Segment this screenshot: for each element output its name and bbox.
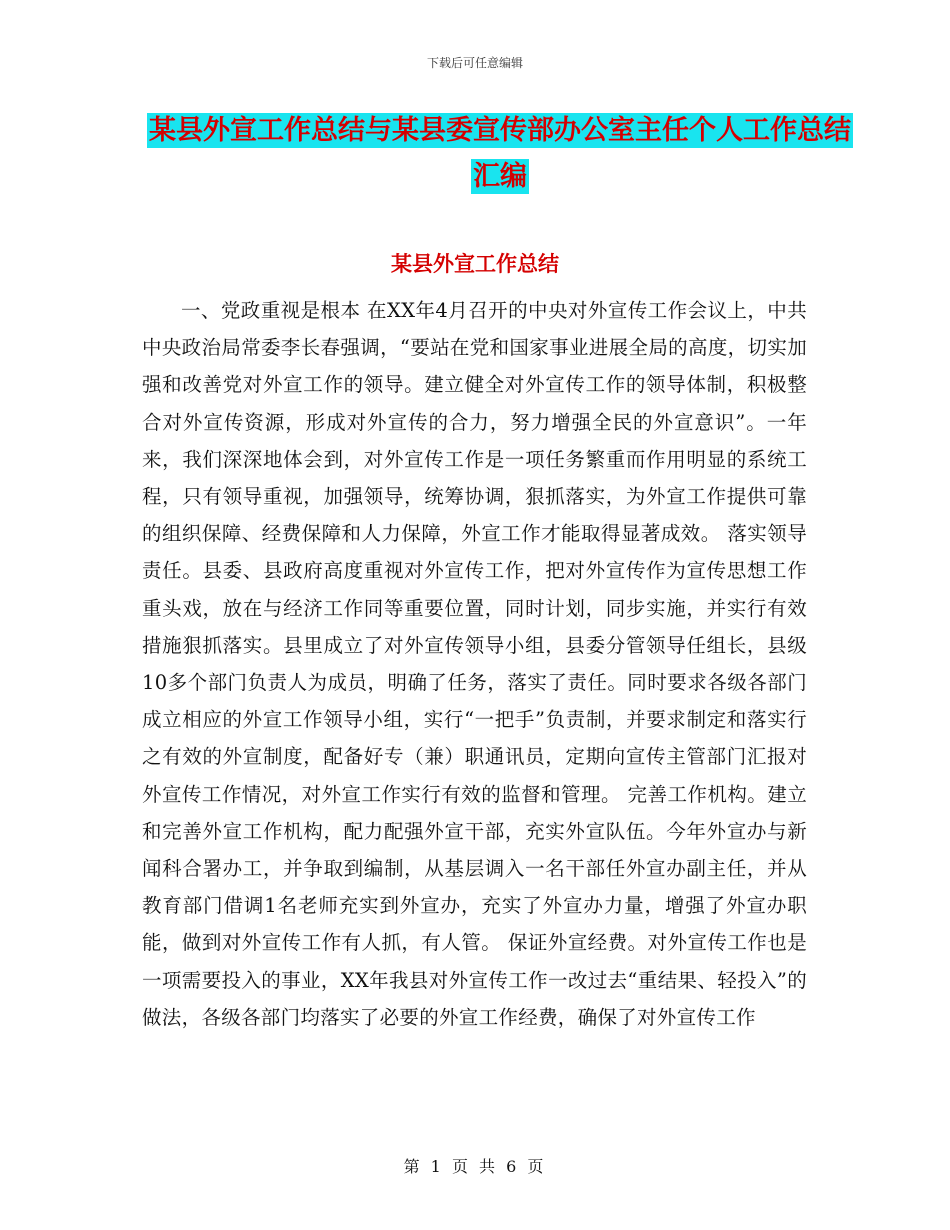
header-note: 下载后可任意编辑 [426,56,523,70]
body-paragraph: 一、党政重视是根本 在XX年4月召开的中央对外宣传工作会议上，中共中央政治局常委李长春强调，“要站在党和国家事业进展全局的高度，切实加强和改善党对外宣工作的领导。建立健全对外宣传工作的领导体制，积极整合对外宣传资源，形成对外宣传的合力，努力增强全民的外宣意识”。一年来，我们深深地体会到，对外宣传工作是一项任务繁重而作用明显的系统工程，只有领导重视，加强领导，统筹协调，狠抓落实，为外宣工作提供可靠的组织保障、经费保障和人力保障，外宣工作才能取得显著成效。 落实领导责任。县委、县政府高度重视对外宣传工作，把对外宣传作为宣传思想工作重头戏，放在与经济工作同等重要位置，同时计划，同步实施，并实行有效措施狠抓落实。县里成立了对外宣传领导小组，县委分管领导任组长，县级10多个部门负责人为成员，明确了任务，落实了责任。同时要求各级各部门成立相应的外宣工作领导小组，实行“一把手”负责制，并要求制定和落实行之有效的外宣制度，配备好专（兼）职通讯员，定期向宣传主管部门汇报对外宣传工作情况，对外宣工作实行有效的监督和管理。 完善工作机构。建立和完善外宣工作机构，配力配强外宣干部，充实外宣队伍。今年外宣办与新闻科合署办工，并争取到编制，从基层调入一名干部任外宣办副主任，并从教育部门借调1名老师充实到外宣办，充实了外宣办力量，增强了外宣办职能，做到对外宣传工作有人抓，有人管。 保证外宣经费。对外宣传工作也是一项需要投入的事业，XX年我县对外宣传工作一改过去“重结果、轻投入”的做法，各级各部门均落实了必要的外宣工作经费，确保了对外宣传工作 [142,299,807,1029]
page-number: 第 1 页 共 6 页 [403,1157,547,1176]
section-title: 某县外宣工作总结 [391,252,559,276]
document-title-text: 某县外宣工作总结与某县委宣传部办公室主任个人工作总结汇编 [149,115,851,192]
document-title [140,108,860,200]
